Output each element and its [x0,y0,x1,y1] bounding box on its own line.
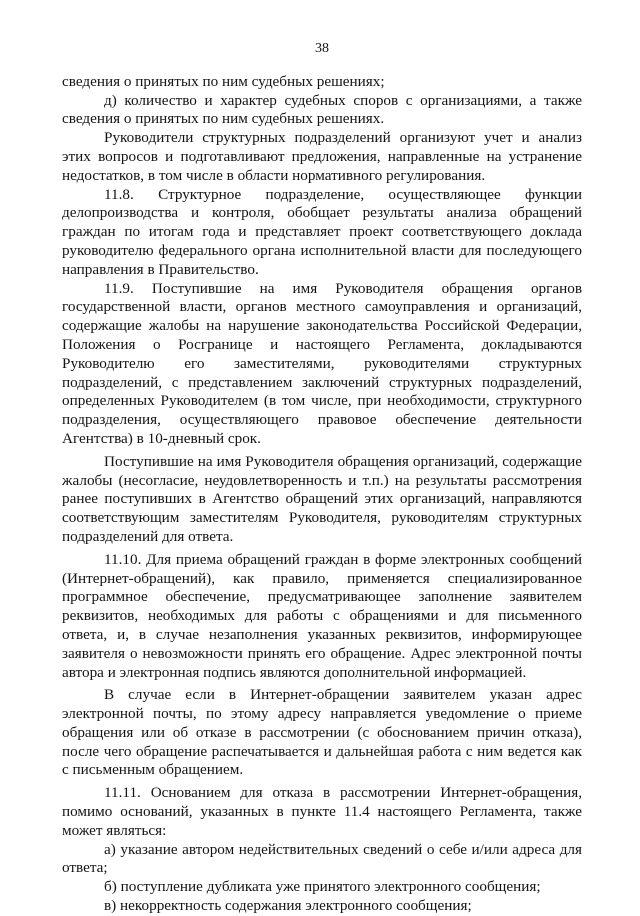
paragraph-item-d: д) количество и характер судебных споров с организациями, а также сведения о принятых по ним судебных решениях. [62,91,582,128]
page-number: 38 [315,41,329,56]
paragraph-11-8: 11.8. Структурное подразделение, осуществляющее функции делопроизводства и контроля, обобщает результаты анализа обращений граждан по итогам года и представляет проект соответствующего доклада руководителю федерального органа исполнительной власти для последующего направления в Правительство. [62,185,582,278]
list-item-a: а) указание автором недействительных сведений о себе и/или адреса для ответа; [62,840,582,877]
list-item-b: б) поступление дубликата уже принятого электронного сообщения; [104,878,541,896]
paragraph-continuation: сведения о принятых по ним судебных решениях; [62,72,385,90]
paragraph-11-11: 11.11. Основанием для отказа в рассмотрении Интернет-обращения, помимо оснований, указанных в пункте 11.4 настоящего Регламента, также может являться: [62,784,582,839]
paragraph-11-9: 11.9. Поступившие на имя Руководителя обращения органов государственной власти, органов местного самоуправления и организаций, содержащие жалобы на нарушение законодательства Российской Федерации, Положения о Росгранице и настоящего Регламента, докладываются Руководителю его заместителями, руководителями структурных подразделений, с представлением заключений структурных подразделений, определенных Руководителем (в том числе, при необходимости, структурного подразделения, осуществляющего правовое обеспечение деятельности Агентства) в 10-дневный срок. [62,279,582,447]
paragraph-organization-complaints: Поступившие на имя Руководителя обращения организаций, содержащие жалобы (несогласие, неудовлетворенность и т.п.) на результаты рассмотрения ранее поступивших в Агентство обращений этих организаций, направляются соответствующим заместителям Руководителя, руководителям структурных подразделений для ответа. [62,452,582,545]
paragraph-heads-analysis: Руководители структурных подразделений организуют учет и анализ этих вопросов и подготавливают предложения, направленные на устранение недостатков, в том числе в области нормативного регулирования. [62,129,582,184]
paragraph-11-10: 11.10. Для приема обращений граждан в форме электронных сообщений (Интернет-обращений), как правило, применяется специализированное программное обеспечение, предусматривающее заполнение заявителем реквизитов, необходимых для работы с обращениями и для письменного ответа, и, в случае незаполнения указанных реквизитов, информирующее заявителя о невозможности принять его обращение. Адрес электронной почты автора и электронная подпись являются дополнительной информацией. [62,550,582,681]
list-item-v: в) некорректность содержания электронного сообщения; [104,897,472,915]
paragraph-email-notification: В случае если в Интернет-обращении заявителем указан адрес электронной почты, по этому адресу направляется уведомление о приеме обращения или об отказе в рассмотрении (с обоснованием причин отказа), после чего обращение распечатывается и дальнейшая работа с ним ведется как с письменным обращением. [62,686,582,779]
